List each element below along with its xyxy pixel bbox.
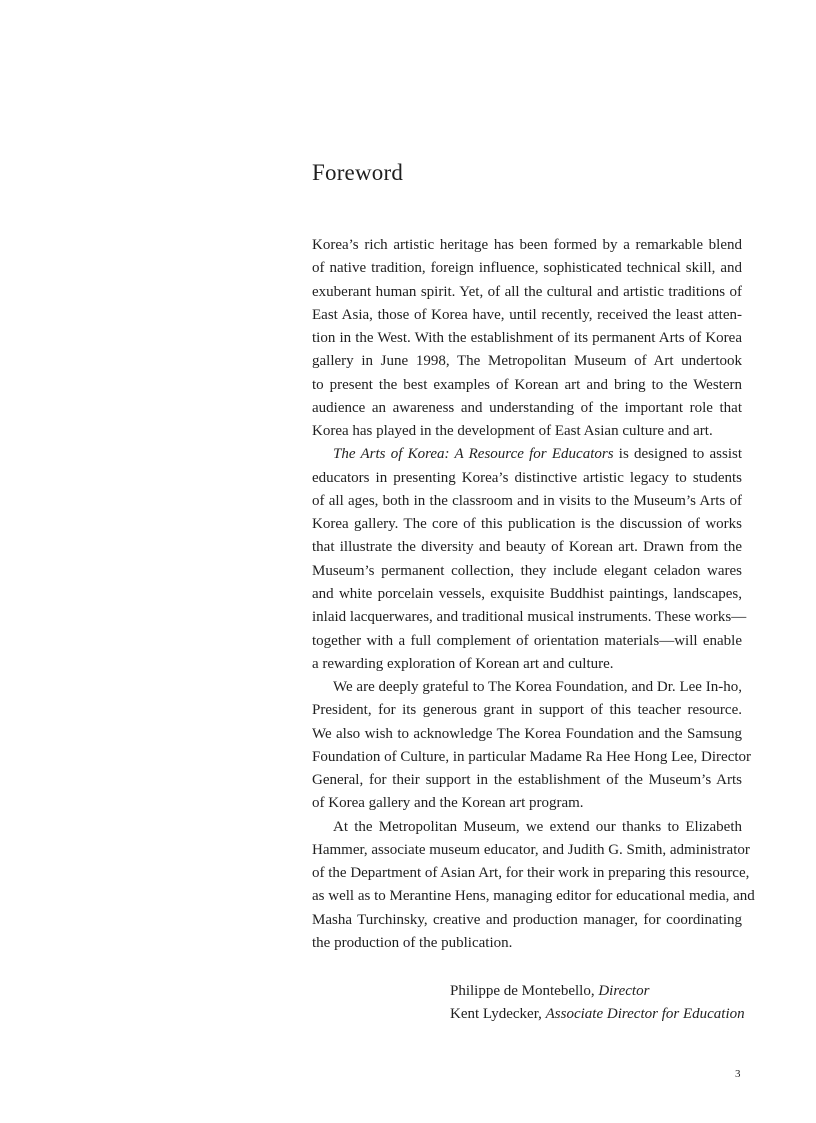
text-line: of all ages, both in the classroom and in visits to the Museum’s Arts of (312, 492, 742, 509)
text-line: Korea has played in the development of East Asian culture and art. (312, 423, 713, 440)
text-line (312, 443, 742, 466)
signatory-role: Associate Director for Education (545, 1006, 745, 1022)
page-title: Foreword (312, 160, 404, 185)
text-line: Korea’s rich artistic heritage has been formed by a remarkable blend (312, 237, 742, 253)
paragraph-1 (312, 234, 742, 443)
text-line: of the Department of Asian Art, for their work in preparing this resource, (312, 865, 750, 882)
text-line: gallery in June 1998, The Metropolitan Museum of Art undertook (312, 353, 742, 370)
text-line: East Asia, those of Korea have, until recently, received the least atten- (312, 306, 742, 323)
text-line: the production of the publication. (312, 934, 513, 951)
text-line: that illustrate the diversity and beauty of Korean art. Drawn from the (312, 539, 742, 556)
text-line: General, for their support in the establishment of the Museum’s Arts (312, 772, 742, 789)
paragraph-3 (312, 676, 752, 816)
publication-title: The Arts of Korea: A Resource for Educators (333, 446, 614, 463)
text-line: to present the best examples of Korean art and bring to the Western (312, 376, 742, 393)
text-line: Foundation of Culture, in particular Madame Ra Hee Hong Lee, Director (312, 748, 752, 765)
text-line: tion in the West. With the establishment of its permanent Arts of Korea (312, 330, 742, 347)
text-line: President, for its generous grant in support of this teacher resource. (312, 702, 742, 719)
text-line: of Korea gallery and the Korean art program. (312, 795, 584, 812)
text-line: of native tradition, foreign influence, sophisticated technical skill, and (312, 260, 742, 277)
text-line: At the Metropolitan Museum, we extend our thanks to Elizabeth (333, 818, 742, 835)
text-run: is designed to assist (613, 446, 742, 463)
signature-line (450, 1003, 745, 1026)
text-line: We are deeply grateful to The Korea Foundation, and Dr. Lee In-ho, (333, 679, 742, 696)
text-line: educators in presenting Korea’s distinctive artistic legacy to students (312, 469, 742, 486)
signatory-name: Philippe de Montebello, (450, 983, 599, 999)
text-line: and white porcelain vessels, exquisite Buddhist paintings, landscapes, (312, 585, 742, 602)
paragraph-4 (312, 816, 755, 956)
page-number: 3 (735, 1068, 741, 1080)
text-line: together with a full complement of orientation materials—will enable (312, 632, 742, 649)
signatory-role: Director (598, 983, 650, 999)
text-line: as well as to Merantine Hens, managing editor for educational media, and (312, 888, 755, 905)
foreword-body (312, 234, 755, 955)
text-line: Korea gallery. The core of this publication is the discussion of works (312, 516, 742, 533)
text-line: Museum’s permanent collection, they include elegant celadon wares (312, 562, 742, 579)
paragraph-2 (312, 443, 747, 676)
text-line: audience an awareness and understanding of the important role that (312, 399, 742, 416)
signature-line (450, 980, 745, 1003)
text-line: Hammer, associate museum educator, and Judith G. Smith, administrator (312, 841, 750, 858)
signature-block (450, 980, 745, 1026)
text-line: Masha Turchinsky, creative and production manager, for coordinating (312, 911, 742, 928)
text-line: inlaid lacquerwares, and traditional musical instruments. These works— (312, 609, 747, 626)
text-line: exuberant human spirit. Yet, of all the cultural and artistic traditions of (312, 283, 742, 300)
text-line: a rewarding exploration of Korean art and culture. (312, 655, 614, 672)
signatory-name: Kent Lydecker, (450, 1006, 546, 1022)
text-line: We also wish to acknowledge The Korea Foundation and the Samsung (312, 725, 742, 742)
